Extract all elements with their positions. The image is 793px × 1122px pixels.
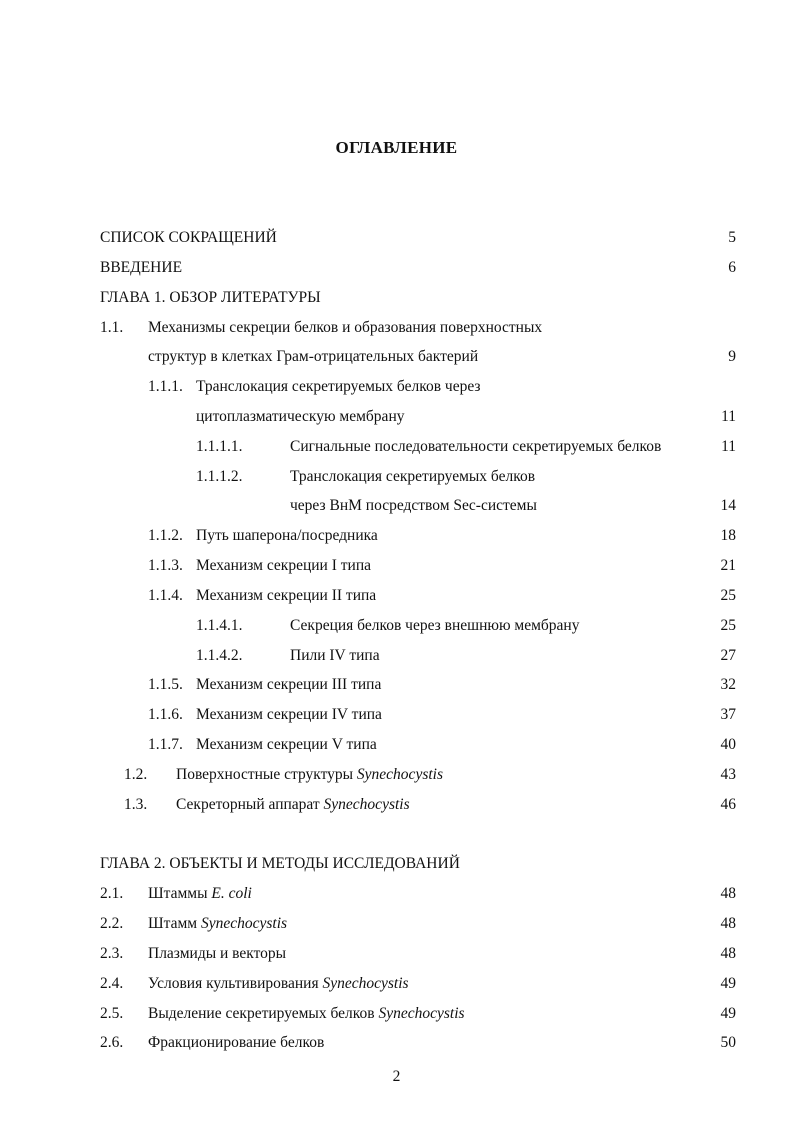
toc-entry-italic: Synechocystis bbox=[356, 766, 443, 783]
toc-entry-page: 11 bbox=[721, 438, 736, 455]
toc-entry-italic: Synechocystis bbox=[378, 1005, 465, 1022]
toc-entry bbox=[0, 645, 793, 667]
toc-entry-text: Механизм секреции II типа bbox=[196, 587, 377, 604]
toc-entry bbox=[0, 525, 793, 547]
toc-entry-number: 2.2. bbox=[100, 915, 124, 932]
toc-entry-page: 25 bbox=[720, 617, 736, 634]
toc-entry-text: СПИСОК СОКРАЩЕНИЙ bbox=[100, 229, 277, 246]
toc-entry-page: 11 bbox=[721, 408, 736, 425]
toc-entry bbox=[0, 794, 793, 816]
toc-entry bbox=[0, 674, 793, 696]
toc-entry-number: 1.1.6. bbox=[148, 706, 183, 723]
toc-entry-page: 40 bbox=[720, 736, 736, 753]
toc-entry bbox=[0, 555, 793, 577]
toc-entry-text: Пили IV типа bbox=[290, 647, 380, 664]
toc-entry-page: 14 bbox=[720, 497, 736, 514]
toc-entry bbox=[0, 704, 793, 726]
toc-entry-number: 1.1. bbox=[100, 319, 124, 336]
toc-entry-text: Фракционирование белков bbox=[148, 1034, 325, 1051]
toc-chapter-heading bbox=[0, 853, 793, 875]
toc-entry-text: Штамм bbox=[148, 915, 201, 932]
toc-entry-number: 1.2. bbox=[124, 766, 148, 783]
toc-entry-page: 5 bbox=[728, 229, 736, 246]
toc-entry-italic: Synechocystis bbox=[322, 975, 409, 992]
toc-entry-title bbox=[148, 973, 409, 995]
toc-entry bbox=[0, 913, 793, 935]
toc-chapter-heading bbox=[0, 287, 793, 309]
page-title: ОГЛАВЛЕНИЕ bbox=[335, 138, 458, 157]
toc-entry-page: 46 bbox=[720, 796, 736, 813]
toc-entry-italic: Synechocystis bbox=[323, 796, 410, 813]
toc-entry-title bbox=[148, 883, 252, 905]
toc-entry-page: 49 bbox=[720, 975, 736, 992]
toc-entry-number: 1.1.5. bbox=[148, 676, 183, 693]
toc-entry-page: 48 bbox=[720, 885, 736, 902]
toc-entry-page: 6 bbox=[728, 259, 736, 276]
toc-entry-number: 1.1.7. bbox=[148, 736, 183, 753]
toc-entry-text: Путь шаперона/посредника bbox=[196, 527, 378, 544]
toc-entry-text: Механизм секреции III типа bbox=[196, 676, 382, 693]
toc-entry-number: 2.1. bbox=[100, 885, 124, 902]
toc-entry-number: 1.1.1.1. bbox=[196, 438, 243, 455]
toc-entry-text: ГЛАВА 1. ОБЗОР ЛИТЕРАТУРЫ bbox=[100, 289, 321, 306]
toc-entry-text: Транслокация секретируемых белков bbox=[290, 468, 536, 485]
toc-entry-page: 49 bbox=[720, 1005, 736, 1022]
toc-entry-continuation bbox=[0, 406, 793, 428]
toc-entry bbox=[0, 615, 793, 637]
toc-entry bbox=[0, 734, 793, 756]
toc-entry bbox=[0, 466, 793, 488]
toc-entry-page: 50 bbox=[720, 1034, 736, 1051]
toc-entry-title bbox=[176, 764, 443, 786]
toc-entry-continuation bbox=[0, 346, 793, 368]
toc-entry-text: Штаммы bbox=[148, 885, 212, 902]
toc-entry-page: 48 bbox=[720, 945, 736, 962]
toc-entry-text: Сигнальные последовательности секретируемых белков bbox=[290, 438, 662, 455]
toc-entry-text: ВВЕДЕНИЕ bbox=[100, 259, 183, 276]
toc-entry-text: цитоплазматическую мембрану bbox=[196, 408, 405, 425]
toc-entry-text: структур в клетках Грам-отрицательных бактерий bbox=[148, 348, 479, 365]
toc-entry-text: Секреция белков через внешнюю мембрану bbox=[290, 617, 580, 634]
toc-entry-page: 43 bbox=[720, 766, 736, 783]
toc-entry-title bbox=[176, 794, 410, 816]
toc-entry-text: Механизм секреции I типа bbox=[196, 557, 372, 574]
toc-entry-number: 1.3. bbox=[124, 796, 148, 813]
toc-entry-text: ГЛАВА 2. ОБЪЕКТЫ И МЕТОДЫ ИССЛЕДОВАНИЙ bbox=[100, 855, 460, 872]
toc-entry-text: Выделение секретируемых белков bbox=[148, 1005, 379, 1022]
toc-entry bbox=[0, 585, 793, 607]
toc-entry-text: Механизм секреции IV типа bbox=[196, 706, 382, 723]
toc-entry bbox=[0, 436, 793, 458]
toc-entry-page: 25 bbox=[720, 587, 736, 604]
toc-entry-italic: E. coli bbox=[211, 885, 252, 902]
toc-entry-number: 1.1.1.2. bbox=[196, 468, 243, 485]
toc-entry bbox=[0, 257, 793, 279]
toc-entry-number: 2.3. bbox=[100, 945, 124, 962]
toc-entry-text: через ВнМ посредством Sec-системы bbox=[290, 497, 537, 514]
toc-entry bbox=[0, 764, 793, 786]
toc-entry-number: 1.1.2. bbox=[148, 527, 183, 544]
toc-entry-page: 21 bbox=[720, 557, 736, 574]
toc-entry-text: Механизм секреции V типа bbox=[196, 736, 377, 753]
page-number: 2 bbox=[392, 1068, 401, 1085]
toc-entry bbox=[0, 883, 793, 905]
toc-entry-text: Секреторный аппарат bbox=[176, 796, 324, 813]
toc-entry bbox=[0, 317, 793, 339]
toc-entry-text: Поверхностные структуры bbox=[176, 766, 357, 783]
toc-entry-title bbox=[148, 913, 287, 935]
toc-entry-page: 9 bbox=[728, 348, 736, 365]
toc-entry-number: 2.5. bbox=[100, 1005, 124, 1022]
toc-entry bbox=[0, 1032, 793, 1054]
toc-entry bbox=[0, 376, 793, 398]
toc-entry-page: 27 bbox=[720, 647, 736, 664]
toc-entry-number: 1.1.4.1. bbox=[196, 617, 243, 634]
toc-entry-number: 2.4. bbox=[100, 975, 124, 992]
toc-entry bbox=[0, 227, 793, 249]
toc-entry-page: 37 bbox=[720, 706, 736, 723]
toc-entry-text: Механизмы секреции белков и образования поверхностных bbox=[148, 319, 543, 336]
toc-entry bbox=[0, 1003, 793, 1025]
toc-entry-text: Условия культивирования bbox=[148, 975, 323, 992]
toc-entry-number: 1.1.4. bbox=[148, 587, 183, 604]
toc-entry-number: 2.6. bbox=[100, 1034, 124, 1051]
toc-entry-text: Плазмиды и векторы bbox=[148, 945, 287, 962]
toc-entry-page: 48 bbox=[720, 915, 736, 932]
toc-entry-continuation bbox=[0, 495, 793, 517]
toc-entry-number: 1.1.4.2. bbox=[196, 647, 243, 664]
toc-entry bbox=[0, 973, 793, 995]
toc-entry-number: 1.1.1. bbox=[148, 378, 183, 395]
toc-entry-text: Транслокация секретируемых белков через bbox=[196, 378, 481, 395]
toc-entry-italic: Synechocystis bbox=[200, 915, 288, 932]
toc-entry-number: 1.1.3. bbox=[148, 557, 183, 574]
toc-entry bbox=[0, 943, 793, 965]
toc-entry-page: 18 bbox=[720, 527, 736, 544]
toc-entry-page: 32 bbox=[720, 676, 736, 693]
toc-entry-title bbox=[148, 1003, 465, 1025]
